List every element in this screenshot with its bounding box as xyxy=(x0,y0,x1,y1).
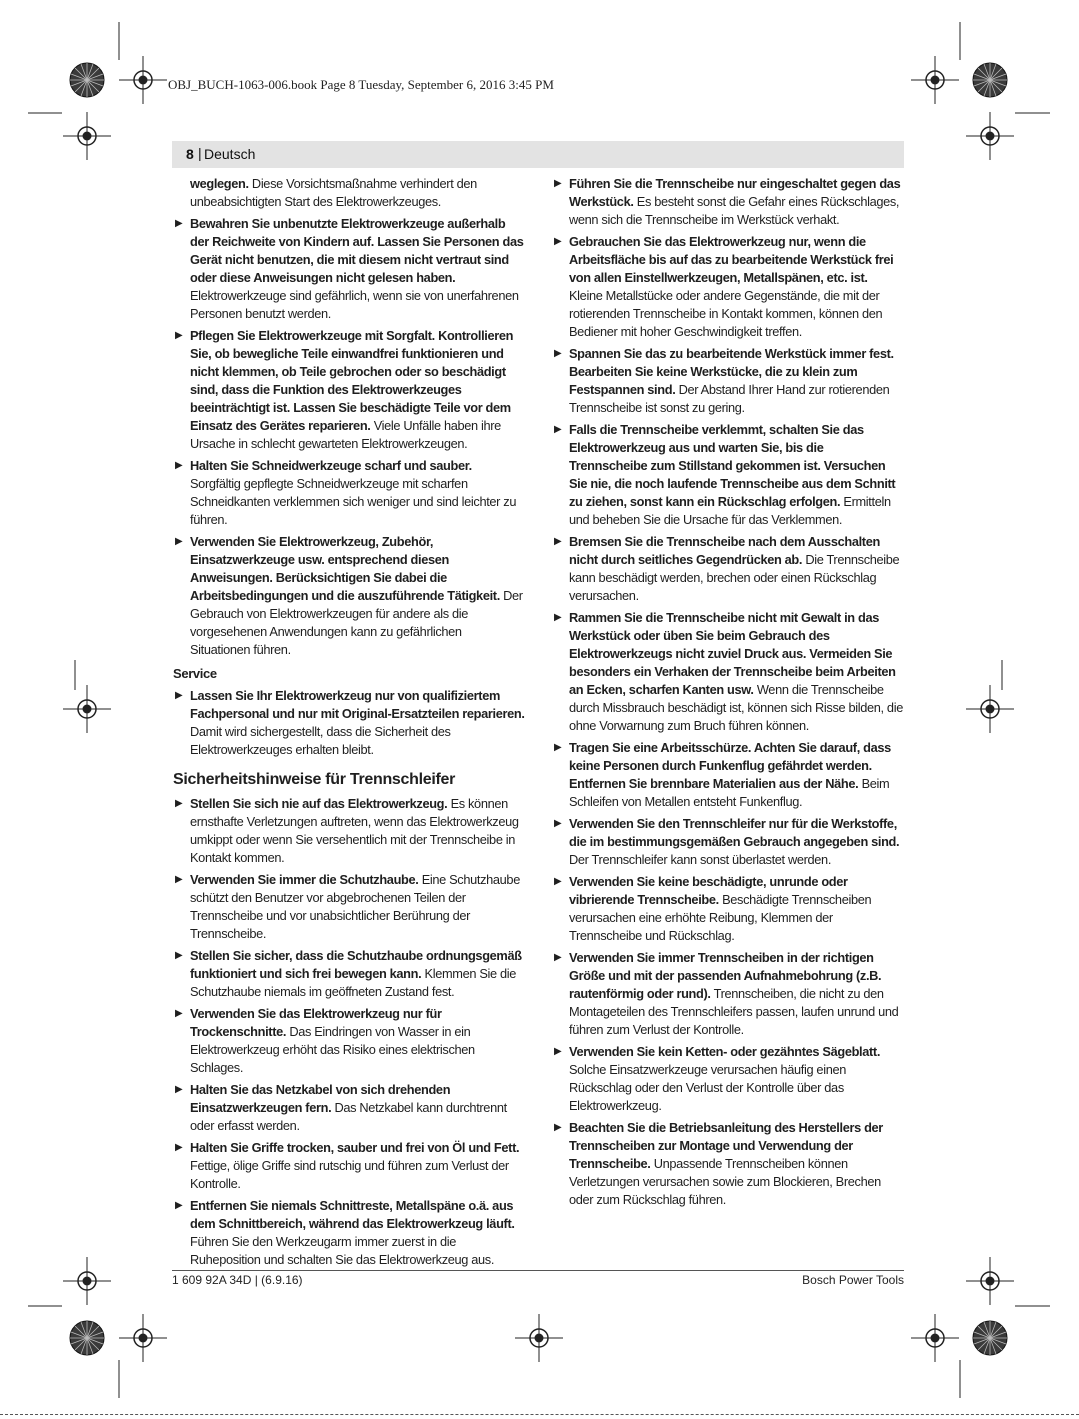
safety-item: ▶ Lassen Sie Ihr Elektrowerkzeug nur von qualifiziertem Fachpersonal und nur mit Original-Ersatzteilen reparieren. Damit wird sichergestellt, dass die Sicherheit des Elektrowerkzeuges erhalten bleibt. xyxy=(175,688,525,757)
safety-item: ▶ Halten Sie das Netzkabel von sich drehenden Einsatzwerkzeugen fern. Das Netzkabel kann durchtrennt oder erfasst werden. xyxy=(175,1082,507,1133)
crosshair-icon xyxy=(63,1257,111,1305)
safety-item: ▶ Verwenden Sie keine beschädigte, unrunde oder vibrierende Trennscheibe. Beschädigte Trennscheiben verursachen eine erhöhte Reibung, Klemmen der Trennscheibe und Rückschlag. xyxy=(554,874,872,943)
bullet-triangle-icon: ▶ xyxy=(554,818,562,829)
footer-rule xyxy=(172,1270,904,1271)
bullet-triangle-icon: ▶ xyxy=(175,798,183,809)
safety-item: ▶ Stellen Sie sich nie auf das Elektrowerkzeug. Es können ernsthafte Verletzungen auftreten, wenn das Elektrowerkzeug umkippt oder wenn Sie versehentlich mit der Trennscheibe in Kontakt kommen. xyxy=(175,796,519,865)
footer-document-number: 1 609 92A 34D | (6.9.16) xyxy=(172,1273,303,1287)
safety-item: ▶ Verwenden Sie immer die Schutzhaube. Eine Schutzhaube schützt den Benutzer vor abgebrochenen Teilen der Trennscheibe und vor unabsichtlicher Berührung der Trennscheibe. xyxy=(175,872,520,941)
safety-item: ▶ Pflegen Sie Elektrowerkzeuge mit Sorgfalt. Kontrollieren Sie, ob bewegliche Teile einwandfrei funktionieren und nicht klemmen, ob Teile gebrochen oder so beschädigt sind, dass die Funktion des Elektrowerkzeuges beeinträchtigt ist. Lassen Sie beschädigte Teile vor dem Einsatz des Gerätes reparieren. Viele Unfälle haben ihre Ursache in schlecht gewarteten Elektrowerkzeugen. xyxy=(175,328,514,451)
crosshair-icon xyxy=(966,1257,1014,1305)
bullet-triangle-icon: ▶ xyxy=(554,236,562,247)
bullet-triangle-icon: ▶ xyxy=(175,1084,183,1095)
bullet-triangle-icon: ▶ xyxy=(175,950,183,961)
safety-item: ▶ Verwenden Sie kein Ketten- oder gezähntes Sägeblatt. Solche Einsatzwerkzeuge verursachen häufig einen Rückschlag oder den Verlust der Kontrolle über das Elektrowerkzeug. xyxy=(554,1044,881,1113)
bullet-triangle-icon: ▶ xyxy=(175,1008,183,1019)
safety-item: ▶ Spannen Sie das zu bearbeitende Werkstück immer fest. Bearbeiten Sie keine Werkstücke, die zu klein zum Festspannen sind. Der Abstand Ihrer Hand zur rotierenden Trennscheibe ist sonst zu gering. xyxy=(554,346,894,415)
bullet-triangle-icon: ▶ xyxy=(554,876,562,887)
bullet-triangle-icon: ▶ xyxy=(554,612,562,623)
registration-star-icon xyxy=(973,1321,1007,1355)
safety-item: ▶ Beachten Sie die Betriebsanleitung des Herstellers der Trennscheiben zur Montage und Verwendung der Trennscheibe. Unpassende Trennscheiben können Verletzungen verursachen sowie zum Blockieren, Brechen oder zum Rückschlag führen. xyxy=(554,1120,883,1207)
safety-item: ▶ Tragen Sie eine Arbeitsschürze. Achten Sie darauf, dass keine Personen durch Funkenflug gefährdet werden. Entfernen Sie brennbare Materialien aus der Nähe. Beim Schleifen von Metallen entsteht Funkenflug. xyxy=(554,740,891,809)
bullet-triangle-icon: ▶ xyxy=(554,536,562,547)
crosshair-icon xyxy=(966,685,1014,733)
crosshair-icon xyxy=(515,1314,563,1362)
safety-item: ▶ Verwenden Sie das Elektrowerkzeug nur für Trockenschnitte. Das Eindringen von Wasser in ein Elektrowerkzeug erhöht das Risiko eines elektrischen Schlages. xyxy=(175,1006,475,1075)
safety-item: ▶ Falls die Trennscheibe verklemmt, schalten Sie das Elektrowerkzeug aus und warten Sie, bis die Trennscheibe zum Stillstand gekommen ist. Versuchen Sie nie, die noch laufende Trennscheibe aus dem Schnitt zu ziehen, sonst kann ein Rückschlag erfolgen. Ermitteln und beheben Sie die Ursache für das Verklemmen. xyxy=(554,422,896,527)
safety-item: ▶ Halten Sie Schneidwerkzeuge scharf und sauber. Sorgfältig gepflegte Schneidwerkzeuge mit scharfen Schneidkanten verklemmen sich weniger und sind leichter zu führen. xyxy=(175,458,517,527)
footer-brand: Bosch Power Tools xyxy=(802,1273,904,1287)
registration-star-icon xyxy=(973,63,1007,97)
bullet-triangle-icon: ▶ xyxy=(554,424,562,435)
safety-item: ▶ Rammen Sie die Trennscheibe nicht mit Gewalt in das Werkstück oder üben Sie beim Gebrauch des Elektrowerkzeugs nicht zuviel Druck aus. Vermeiden Sie besonders ein Verhaken der Trennscheibe beim Arbeiten an Ecken, scharfen Kanten usw. Wenn die Trennscheibe durch Missbrauch beschädigt ist, können sich Risse bilden, die ohne Vorwarnung zum Bruch führen können. xyxy=(554,610,903,733)
paragraph: weglegen. Diese Vorsichtsmaßnahme verhindert den unbeabsichtigten Start des Elektrowerkzeuges. xyxy=(190,176,477,209)
crosshair-icon xyxy=(966,112,1014,160)
right-column xyxy=(552,175,904,1213)
trim-line xyxy=(0,1414,1079,1415)
bullet-triangle-icon: ▶ xyxy=(554,952,562,963)
bullet-triangle-icon: ▶ xyxy=(554,1046,562,1057)
registration-star-icon xyxy=(70,63,104,97)
safety-item: ▶ Stellen Sie sicher, dass die Schutzhaube ordnungsgemäß funktioniert und sich frei bewegen kann. Klemmen Sie die Schutzhaube niemals im geöffneten Zustand fest. xyxy=(175,948,522,999)
safety-item: ▶ Gebrauchen Sie das Elektrowerkzeug nur, wenn die Arbeitsfläche bis auf das zu bearbeitende Werkstück frei von allen Einstellwerkzeugen, Metallspänen, etc. ist. Kleine Metallstücke oder andere Gegenstände, die mit der rotierenden Trennscheibe in Kontakt kommen, können den Bediener mit hoher Geschwindigkeit treffen. xyxy=(554,234,894,339)
crosshair-icon xyxy=(119,1314,167,1362)
safety-item: ▶ Verwenden Sie den Trennschleifer nur für die Werkstoffe, die im bestimmungsgemäßen Gebrauch angegeben sind. Der Trennschleifer kann sonst überlastet werden. xyxy=(554,816,900,867)
bullet-triangle-icon: ▶ xyxy=(554,1122,562,1133)
safety-item: ▶ Halten Sie Griffe trocken, sauber und frei von Öl und Fett. Fettige, ölige Griffe sind rutschig und führen zum Verlust der Kontrolle. xyxy=(175,1140,520,1191)
page-header-band xyxy=(172,141,904,168)
section-title: Sicherheitshinweise für Trennschleifer xyxy=(173,771,456,788)
bullet-triangle-icon: ▶ xyxy=(175,690,183,701)
crosshair-icon xyxy=(119,56,167,104)
crosshair-icon xyxy=(63,685,111,733)
page-language: Deutsch xyxy=(204,146,256,162)
bullet-triangle-icon: ▶ xyxy=(554,742,562,753)
crosshair-icon xyxy=(63,112,111,160)
service-heading: Service xyxy=(173,666,217,681)
registration-star-icon xyxy=(70,1321,104,1355)
left-column xyxy=(173,175,525,1273)
bullet-triangle-icon: ▶ xyxy=(175,330,183,341)
page-header-separator: | xyxy=(198,145,202,161)
print-job-header: OBJ_BUCH-1063-006.book Page 8 Tuesday, September 6, 2016 3:45 PM xyxy=(168,77,554,92)
bullet-triangle-icon: ▶ xyxy=(175,460,183,471)
crosshair-icon xyxy=(911,56,959,104)
bullet-triangle-icon: ▶ xyxy=(554,178,562,189)
safety-item: ▶ Bremsen Sie die Trennscheibe nach dem Ausschalten nicht durch seitliches Gegendrücken ab. Die Trennscheibe kann beschädigt werden, brechen oder einen Rückschlag verursachen. xyxy=(554,534,900,603)
bullet-triangle-icon: ▶ xyxy=(175,1200,183,1211)
safety-item: ▶ Verwenden Sie Elektrowerkzeug, Zubehör, Einsatzwerkzeuge usw. entsprechend diesen Anweisungen. Berücksichtigen Sie dabei die Arbeitsbedingungen und die auszuführende Tätigkeit. Der Gebrauch von Elektrowerkzeugen für andere als die vorgesehenen Anwendungen kann zu gefährlichen Situationen führen. xyxy=(175,534,523,657)
safety-item: ▶ Entfernen Sie niemals Schnittreste, Metallspäne o.ä. aus dem Schnittbereich, während das Elektrowerkzeug läuft. Führen Sie den Werkzeugarm immer zuerst in die Ruheposition und schalten Sie das Elektrowerkzeug aus. xyxy=(175,1198,515,1267)
bullet-triangle-icon: ▶ xyxy=(175,218,183,229)
bullet-triangle-icon: ▶ xyxy=(554,348,562,359)
safety-item: ▶ Bewahren Sie unbenutzte Elektrowerkzeuge außerhalb der Reichweite von Kindern auf. Lassen Sie Personen das Gerät nicht benutzen, die mit diesem nicht vertraut sind oder diese Anweisungen nicht gelesen haben. Elektrowerkzeuge sind gefährlich, wenn sie von unerfahrenen Personen benutzt werden. xyxy=(175,216,524,321)
bullet-triangle-icon: ▶ xyxy=(175,536,183,547)
page-number: 8 xyxy=(186,146,194,162)
safety-item: ▶ Führen Sie die Trennscheibe nur eingeschaltet gegen das Werkstück. Es besteht sonst die Gefahr eines Rückschlages, wenn sich die Trennscheibe im Werkstück verhakt. xyxy=(554,176,901,227)
crosshair-icon xyxy=(911,1314,959,1362)
safety-item: ▶ Verwenden Sie immer Trennscheiben in der richtigen Größe und mit der passenden Aufnahmebohrung (z.B. rautenförmig oder rund). Trennscheiben, die nicht zu den Montageteilen des Trennschleifers passen, laufen unrund und führen zum Verlust der Kontrolle. xyxy=(554,950,899,1037)
bullet-triangle-icon: ▶ xyxy=(175,1142,183,1153)
bullet-triangle-icon: ▶ xyxy=(175,874,183,885)
